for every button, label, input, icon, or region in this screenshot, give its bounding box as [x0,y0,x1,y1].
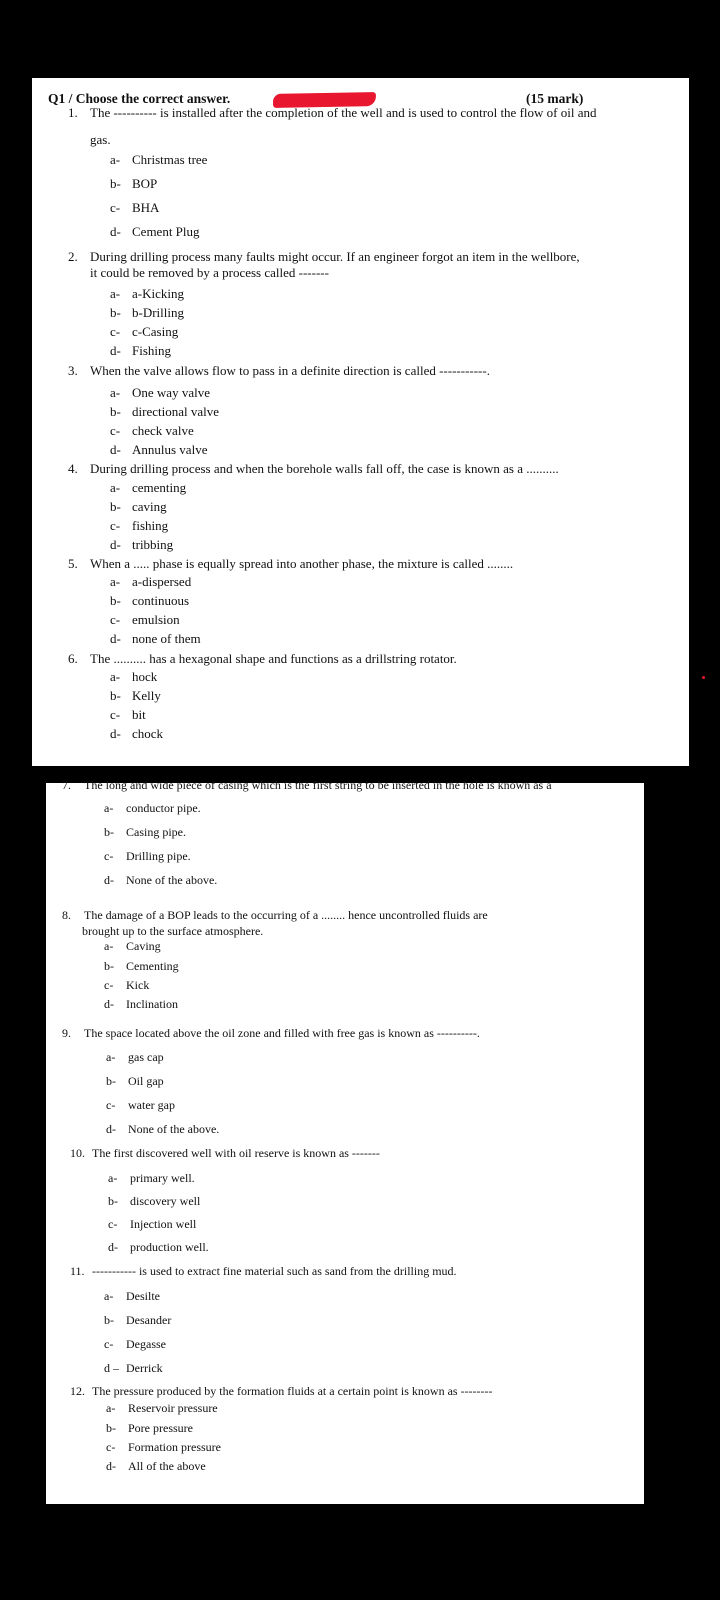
option-letter: c- [110,324,121,339]
marks-label: (15 mark) [526,91,584,106]
answer-option [104,848,191,864]
option-text: Fishing [132,343,172,358]
question-text: The damage of a BOP leads to the occurring of a ........ hence uncontrolled fluids are [84,908,488,922]
option-text: check valve [132,423,194,438]
option-text: c-Casing [132,324,179,339]
option-letter: c- [108,1217,118,1231]
option-text: None of the above. [128,1122,220,1136]
option-text: fishing [132,518,169,533]
option-letter: a- [110,669,121,684]
option-text: Formation pressure [128,1440,221,1454]
question-text-continued: brought up to the surface atmosphere. [82,924,264,938]
option-text: Derrick [126,1361,163,1375]
option-letter: d- [110,224,121,239]
option-text: a-Kicking [132,286,184,301]
question-text: The space located above the oil zone and filled with free gas is known as ----------. [84,1026,480,1040]
option-letter: d – [104,1361,119,1375]
option-letter: d- [108,1240,118,1254]
option-text: caving [132,499,167,514]
option-text: Desilte [126,1289,160,1303]
option-letter: d- [104,873,114,887]
option-letter: b- [106,1074,116,1088]
answer-option [110,707,146,723]
answer-option [106,1049,164,1065]
option-letter: a- [104,801,114,815]
option-text: production well. [130,1240,209,1254]
option-text: Drilling pipe. [126,849,191,863]
answer-option [106,1097,175,1113]
answer-option [110,442,207,458]
answer-option [104,938,161,954]
option-letter: b- [106,1421,116,1435]
option-letter: a- [106,1401,116,1415]
option-letter: b- [110,688,121,703]
question-number: 4. [68,461,78,476]
option-text: continuous [132,593,190,608]
option-letter: c- [110,612,121,627]
option-letter: d- [110,343,121,358]
option-text: a-dispersed [132,574,192,589]
question-number: 3. [68,363,78,378]
option-text: emulsion [132,612,180,627]
question-text: ----------- is used to extract fine material such as sand from the drilling mud. [92,1264,457,1278]
option-text: Inclination [126,997,178,1011]
option-text: directional valve [132,404,219,419]
option-letter: b- [104,825,114,839]
answer-option [106,1121,219,1137]
question-number: 12. [70,1384,85,1398]
answer-option [110,480,186,496]
question-text-continued: gas. [90,132,111,147]
option-letter: a- [110,480,121,495]
answer-option [104,1336,166,1352]
question-text: When a ..... phase is equally spread into another phase, the mixture is called ........ [90,556,514,571]
answer-option [110,612,180,628]
option-text: BHA [132,200,160,215]
option-text: Desander [126,1313,172,1327]
option-text: b-Drilling [132,305,184,320]
option-text: hock [132,669,158,684]
option-letter: c- [104,1337,114,1351]
option-text: Kick [126,978,150,992]
answer-option [106,1458,206,1474]
question-number: 1. [68,105,78,120]
option-letter: a- [106,1050,116,1064]
answer-option [110,224,200,240]
option-letter: b- [108,1194,118,1208]
option-text: Degasse [126,1337,166,1351]
option-text: Annulus valve [132,442,208,457]
answer-option [110,200,159,216]
answer-option [110,404,219,420]
answer-option [110,305,184,321]
answer-option [104,800,201,816]
option-letter: c- [106,1440,116,1454]
option-text: Casing pipe. [126,825,186,839]
option-letter: d- [104,997,114,1011]
option-text: Cement Plug [132,224,200,239]
answer-option [104,824,186,840]
option-text: BOP [132,176,158,191]
answer-option [104,996,178,1012]
answer-option [104,1312,171,1328]
option-letter: a- [110,385,121,400]
answer-option [110,518,168,534]
option-letter: a- [104,939,114,953]
answer-option [110,286,184,302]
question-text: During drilling process and when the borehole walls fall off, the case is known as a .......... [90,461,559,476]
answer-option [104,977,149,993]
question-number: 5. [68,556,78,571]
option-letter: c- [106,1098,116,1112]
option-text: None of the above. [126,873,218,887]
option-letter: d- [110,537,121,552]
option-text: One way valve [132,385,210,400]
option-letter: a- [110,152,121,167]
question-text: The .......... has a hexagonal shape and functions as a drillstring rotator. [90,651,457,666]
answer-option [108,1239,209,1255]
option-letter: d- [110,631,121,646]
answer-option [104,872,217,888]
answer-option [104,1288,160,1304]
answer-option [106,1073,164,1089]
option-text: conductor pipe. [126,801,201,815]
option-letter: a- [110,286,121,301]
answer-option [110,324,178,340]
option-text: All of the above [128,1459,206,1473]
question-number: 11. [70,1264,85,1278]
option-text: Reservoir pressure [128,1401,218,1415]
red-dot [702,676,705,679]
option-letter: b- [110,499,121,514]
option-letter: d- [110,442,121,457]
answer-option [110,423,194,439]
answer-option [110,537,173,553]
option-letter: c- [110,423,121,438]
option-letter: c- [110,200,121,215]
question-number: 6. [68,651,78,666]
option-letter: a- [108,1171,118,1185]
question-text: The first discovered well with oil reserve is known as ------- [92,1146,380,1160]
option-text: gas cap [128,1050,164,1064]
option-text: Injection well [130,1217,197,1231]
option-text: Christmas tree [132,152,208,167]
option-letter: a- [110,574,121,589]
answer-option [110,499,167,515]
question-heading: Q1 / Choose the correct answer. [48,91,231,106]
answer-option [106,1420,193,1436]
option-text: Pore pressure [128,1421,193,1435]
option-text: Cementing [126,959,179,973]
option-letter: c- [104,849,114,863]
answer-option [110,152,207,168]
answer-option [106,1439,221,1455]
question-number: 10. [70,1146,85,1160]
option-text: bit [132,707,146,722]
option-text: water gap [128,1098,175,1112]
answer-option [104,1360,163,1376]
option-text: none of them [132,631,201,646]
option-text: chock [132,726,164,741]
question-text: The pressure produced by the formation fluids at a certain point is known as -------- [92,1384,493,1398]
question-text-continued: it could be removed by a process called ------- [90,265,329,280]
answer-option [108,1193,200,1209]
option-letter: b- [110,305,121,320]
option-text: Kelly [132,688,161,703]
answer-option [108,1170,195,1186]
answer-option [110,343,171,359]
question-number: 2. [68,249,78,264]
option-letter: b- [110,404,121,419]
answer-option [110,574,191,590]
question-text: The ---------- is installed after the completion of the well and is used to control the flow of oil and [90,105,597,120]
option-text: cementing [132,480,187,495]
answer-option [106,1400,218,1416]
question-text: During drilling process many faults might occur. If an engineer forgot an item in the wellbore, [90,249,580,264]
option-letter: b- [104,1313,114,1327]
option-letter: c- [110,707,121,722]
option-letter: d- [106,1459,116,1473]
exam-page-2 [46,778,644,1504]
exam-page-1 [32,78,689,766]
option-text: Oil gap [128,1074,164,1088]
option-letter: b- [110,176,121,191]
answer-option [110,669,157,685]
option-text: tribbing [132,537,174,552]
question-text: The long and wide piece of casing which is the first string to be inserted in the hole is known as a [84,778,552,792]
option-letter: b- [104,959,114,973]
option-letter: d- [110,726,121,741]
question-number: 9. [62,1026,71,1040]
answer-option [110,176,157,192]
answer-option [110,688,161,704]
option-letter: c- [104,978,114,992]
option-text: primary well. [130,1171,195,1185]
answer-option [110,385,210,401]
question-text: When the valve allows flow to pass in a definite direction is called -----------. [90,363,490,378]
option-letter: a- [104,1289,114,1303]
option-text: Caving [126,939,161,953]
option-letter: d- [106,1122,116,1136]
option-letter: b- [110,593,121,608]
answer-option [104,958,179,974]
answer-option [110,726,163,742]
answer-option [110,593,189,609]
answer-option [108,1216,196,1232]
question-number: 7. [62,778,71,792]
answer-option [110,631,201,647]
question-number: 8. [62,908,71,922]
option-letter: c- [110,518,121,533]
option-text: discovery well [130,1194,201,1208]
